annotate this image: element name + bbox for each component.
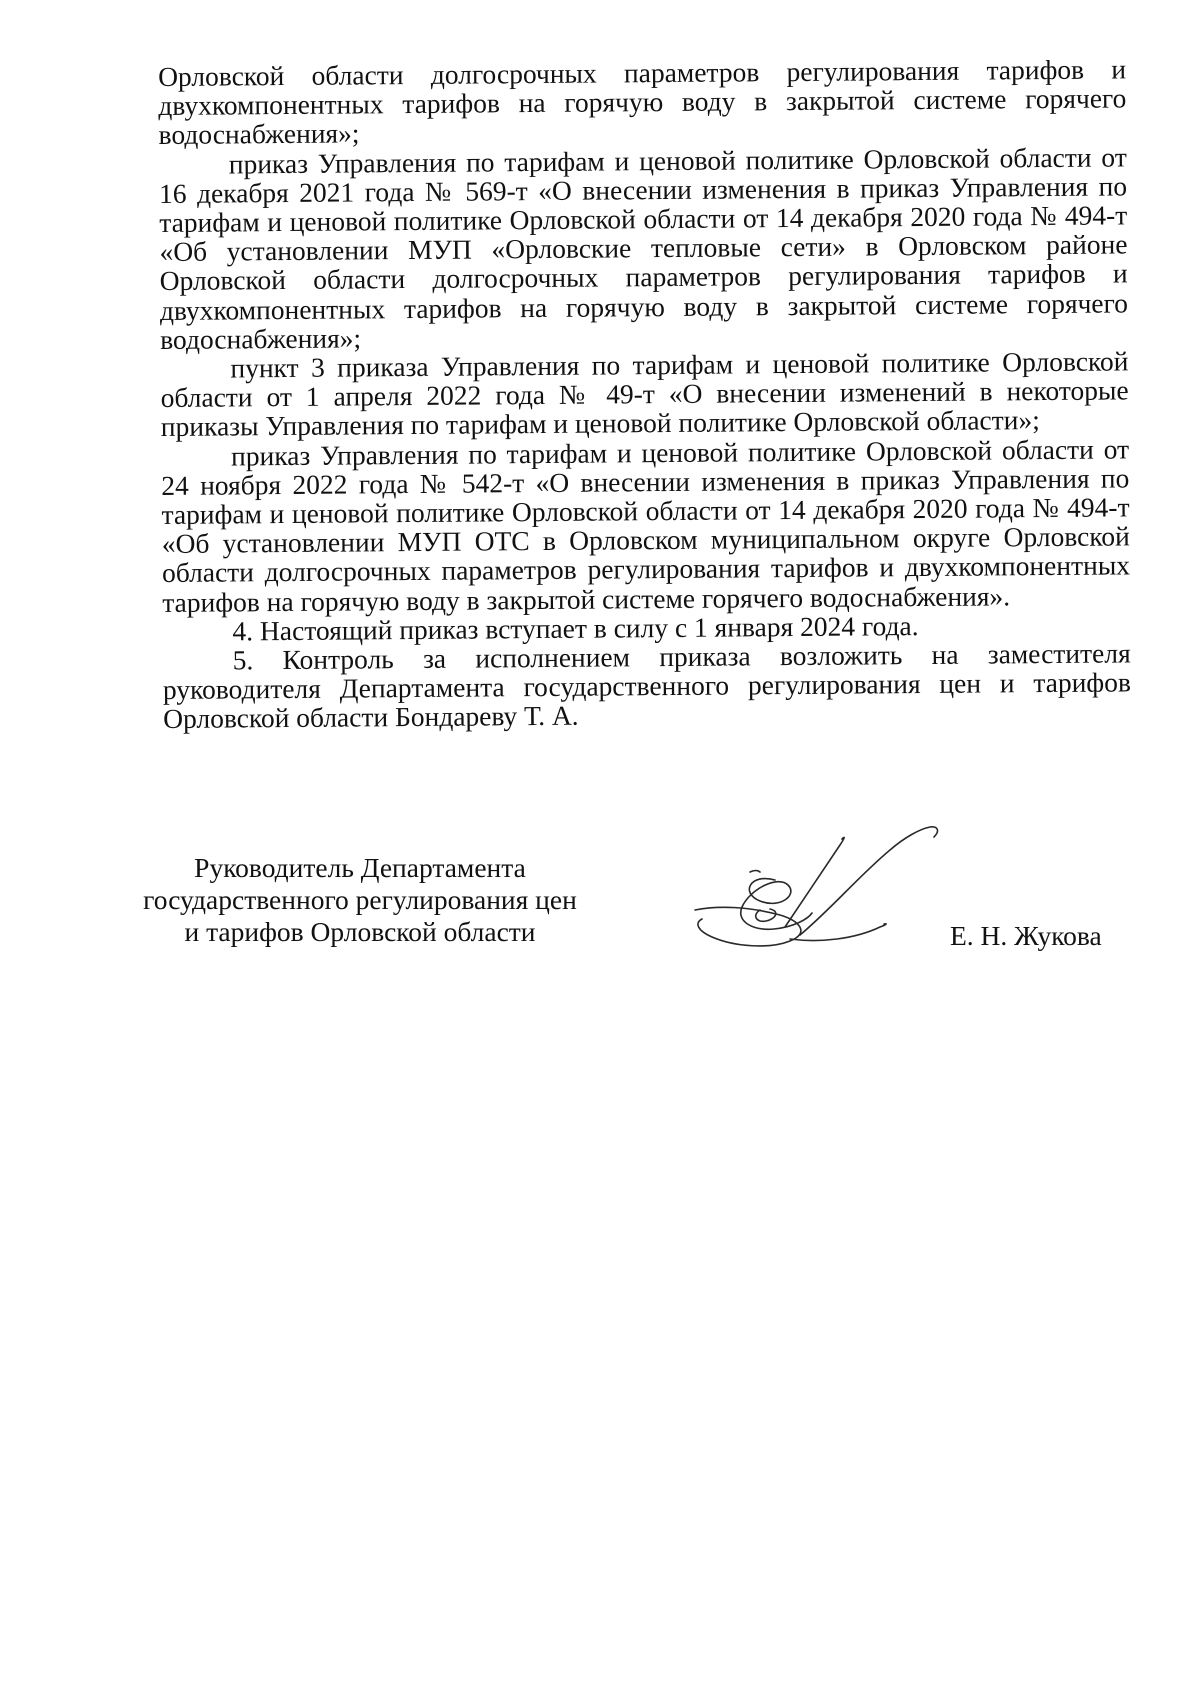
paragraph-order-569: приказ Управления по тарифам и ценовой политике Орловской области от 16 декабря 2021 года № 569-т «О внесении изменения в приказ Управления по тарифам и ценовой политике Орловской области от 14 декабря 2020 года № 494-т «Об установлении МУП «Орловские тепловые сети» в Орловском районе Орловской области долгосрочных параметров регулирования тарифов и двухкомпонентных тарифов на горячую воду в закрытой системе горячего водоснабжения»; bbox=[158, 141, 1129, 355]
signer-name: Е. Н. Жукова bbox=[950, 920, 1102, 951]
signer-position-line: и тарифов Орловской области bbox=[184, 916, 536, 947]
paragraph-continuation: Орловской области долгосрочных параметров регулирования тарифов и двухкомпонентных тарифов на горячую воду в закрытой системе горячего водоснабжения»; bbox=[157, 53, 1127, 151]
handwritten-signature-icon bbox=[690, 815, 960, 980]
signer-position-line: государственного регулирования цен bbox=[143, 884, 577, 915]
paragraph-item-4: 4. Настоящий приказ вступает в силу с 1 января 2024 года. bbox=[232, 609, 919, 647]
paragraph-order-542: приказ Управления по тарифам и ценовой политике Орловской области от 24 ноября 2022 года № 542-т «О внесении изменения в приказ Управления по тарифам и ценовой политике Орловской области от 14 декабря 2020 года № 494-т «Об установлении МУП ОТС в Орловском муниципальном округе Орловской области долгосрочных параметров регулирования тарифов и двухкомпонентных тарифов на горячую воду в закрытой системе горячего водоснабжения». bbox=[161, 433, 1131, 618]
signer-position-line: Руководитель Департамента bbox=[194, 852, 526, 883]
paragraph-item-5: 5. Контроль за исполнением приказа возложить на заместителя руководителя Департамента государственного регулирования цен и тарифов Орловской области Бондареву Т. А. bbox=[162, 637, 1132, 735]
signer-position bbox=[140, 852, 580, 948]
paragraph-order-49: пункт 3 приказа Управления по тарифам и ценовой политике Орловской области от 1 апреля 2022 года № 49-т «О внесении изменений в некоторые приказы Управления по тарифам и ценовой политике Орловской области»; bbox=[160, 345, 1129, 443]
